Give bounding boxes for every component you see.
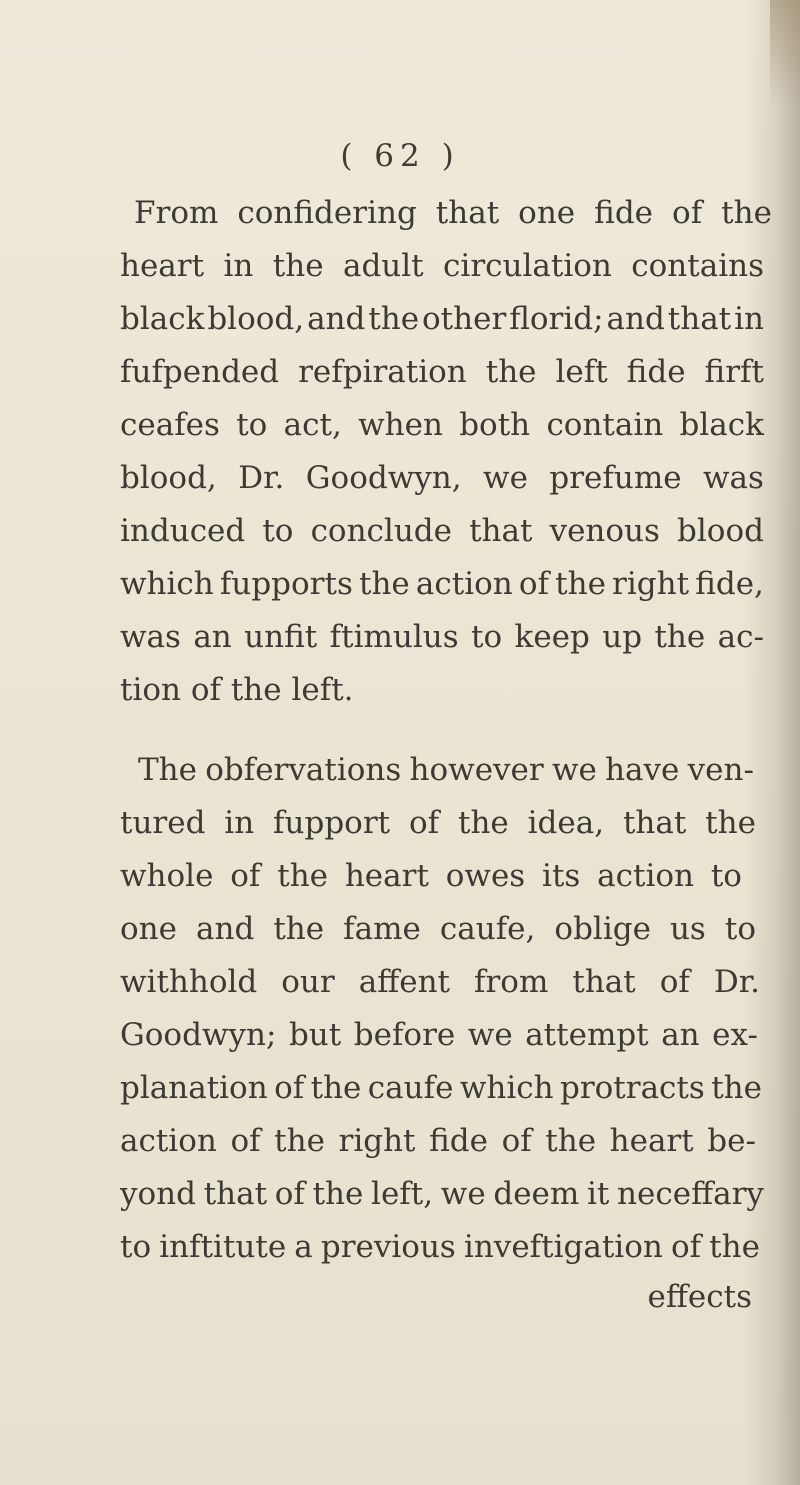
word: that bbox=[622, 805, 687, 841]
word: left, bbox=[371, 1176, 434, 1212]
word: of bbox=[408, 805, 440, 841]
word: The bbox=[138, 752, 197, 788]
word: one bbox=[120, 911, 177, 947]
word: neceffary bbox=[617, 1176, 764, 1212]
word: induced bbox=[120, 513, 246, 549]
word: fide, bbox=[695, 566, 764, 602]
word: to bbox=[471, 619, 503, 655]
word: the bbox=[272, 248, 324, 284]
text-line bbox=[0, 557, 800, 611]
word: action bbox=[597, 858, 694, 894]
word: we bbox=[483, 460, 528, 496]
word: have bbox=[605, 752, 680, 788]
word: action bbox=[120, 1123, 217, 1159]
text-line bbox=[0, 398, 800, 452]
text-line bbox=[0, 955, 800, 1009]
word: when bbox=[358, 407, 443, 443]
text-line bbox=[0, 292, 800, 346]
text-line bbox=[0, 345, 800, 399]
word: blood, bbox=[120, 460, 217, 496]
word: fide bbox=[429, 1123, 488, 1159]
catchword: effects bbox=[647, 1279, 752, 1315]
word: ftimulus bbox=[329, 619, 459, 655]
word: of bbox=[659, 964, 690, 1000]
word: blood, bbox=[207, 301, 305, 337]
word: which bbox=[120, 566, 214, 602]
text-line bbox=[0, 796, 800, 850]
word: previous bbox=[320, 1229, 456, 1265]
word: the bbox=[274, 1123, 325, 1159]
word: the bbox=[711, 1070, 762, 1106]
word: we bbox=[551, 752, 597, 788]
word: florid; bbox=[509, 301, 604, 337]
word: black bbox=[679, 407, 764, 443]
word: the bbox=[705, 805, 756, 841]
word: the bbox=[457, 805, 509, 841]
word: which bbox=[459, 1070, 554, 1106]
word: tured bbox=[120, 805, 206, 841]
word: heart bbox=[120, 248, 205, 284]
word: us bbox=[669, 911, 706, 947]
word: whole bbox=[120, 858, 214, 894]
text-line-last: tion of the left. bbox=[120, 672, 354, 708]
word: owes bbox=[445, 858, 526, 894]
word: the bbox=[485, 354, 537, 390]
word: our bbox=[281, 964, 335, 1000]
text-line bbox=[0, 1061, 800, 1115]
word: confidering bbox=[237, 195, 417, 231]
word: an bbox=[661, 1017, 700, 1053]
word: the bbox=[277, 858, 329, 894]
word: a bbox=[294, 1229, 313, 1265]
word: circulation bbox=[443, 248, 612, 284]
word: of bbox=[501, 1123, 532, 1159]
word: protracts bbox=[559, 1070, 705, 1106]
word: the bbox=[368, 301, 420, 337]
word: contains bbox=[631, 248, 764, 284]
word: it bbox=[586, 1176, 610, 1212]
word: from bbox=[474, 964, 549, 1000]
word: and bbox=[606, 301, 665, 337]
word: deem bbox=[493, 1176, 580, 1212]
word: fame bbox=[343, 911, 421, 947]
text-line bbox=[0, 1220, 800, 1274]
word: blood bbox=[677, 513, 764, 549]
word: Dr. bbox=[238, 460, 285, 496]
word: be- bbox=[707, 1123, 756, 1159]
word: caufe bbox=[367, 1070, 454, 1106]
word: that bbox=[469, 513, 533, 549]
word: heart bbox=[609, 1123, 694, 1159]
word: venous bbox=[549, 513, 660, 549]
word: the bbox=[312, 1176, 364, 1212]
word: the bbox=[545, 1123, 597, 1159]
word: however bbox=[409, 752, 544, 788]
word: keep bbox=[514, 619, 590, 655]
word: ex- bbox=[712, 1017, 758, 1053]
word: to bbox=[724, 911, 756, 947]
text-line bbox=[0, 849, 800, 903]
word: the bbox=[358, 566, 410, 602]
word: to bbox=[262, 513, 294, 549]
word: right bbox=[338, 1123, 416, 1159]
word: planation bbox=[120, 1070, 268, 1106]
word: prefume bbox=[549, 460, 682, 496]
word: caufe, bbox=[439, 911, 536, 947]
word: of bbox=[230, 858, 261, 894]
word: and bbox=[307, 301, 366, 337]
word: ac- bbox=[717, 619, 764, 655]
word: idea, bbox=[527, 805, 605, 841]
word: that bbox=[435, 195, 500, 231]
text-line bbox=[0, 1114, 800, 1168]
word: attempt bbox=[525, 1017, 649, 1053]
word: to bbox=[120, 1229, 152, 1265]
word: of bbox=[274, 1176, 305, 1212]
word: the bbox=[654, 619, 706, 655]
word: was bbox=[703, 460, 764, 496]
word: before bbox=[353, 1017, 456, 1053]
word: fufpended bbox=[120, 354, 280, 390]
page-number: ( 62 ) bbox=[340, 138, 460, 174]
word: in bbox=[734, 301, 764, 337]
word: other bbox=[422, 301, 507, 337]
word: we bbox=[440, 1176, 486, 1212]
word: fide bbox=[594, 195, 654, 231]
word: obfervations bbox=[205, 752, 402, 788]
word: but bbox=[288, 1017, 342, 1053]
word: black bbox=[120, 301, 205, 337]
text-line bbox=[0, 451, 800, 505]
word: of bbox=[230, 1123, 261, 1159]
word: firft bbox=[704, 354, 764, 390]
word: fide bbox=[626, 354, 686, 390]
word: the bbox=[721, 195, 772, 231]
text-line bbox=[0, 610, 800, 664]
word: was bbox=[120, 619, 181, 655]
word: Goodwyn; bbox=[120, 1017, 277, 1053]
word: of bbox=[518, 566, 550, 602]
word: both bbox=[459, 407, 531, 443]
word: adult bbox=[342, 248, 424, 284]
word: up bbox=[602, 619, 643, 655]
word: the bbox=[273, 911, 325, 947]
word: affent bbox=[358, 964, 450, 1000]
word: unfit bbox=[244, 619, 318, 655]
word: we bbox=[467, 1017, 513, 1053]
word: conclude bbox=[310, 513, 452, 549]
word: of bbox=[670, 1229, 702, 1265]
word: yond bbox=[120, 1176, 196, 1212]
word: an bbox=[193, 619, 232, 655]
word: that bbox=[667, 301, 732, 337]
word: right bbox=[612, 566, 690, 602]
word: and bbox=[196, 911, 255, 947]
word: Dr. bbox=[713, 964, 760, 1000]
word: fupports bbox=[219, 566, 353, 602]
word: act, bbox=[283, 407, 342, 443]
word: Goodwyn, bbox=[305, 460, 462, 496]
word: left bbox=[555, 354, 608, 390]
word: the bbox=[310, 1070, 362, 1106]
word: one bbox=[518, 195, 576, 231]
word: its bbox=[542, 858, 581, 894]
word: the bbox=[555, 566, 606, 602]
word: action bbox=[415, 566, 513, 602]
word: refpiration bbox=[298, 354, 467, 390]
word: in bbox=[223, 248, 254, 284]
word: the bbox=[709, 1229, 760, 1265]
word: that bbox=[572, 964, 636, 1000]
text-line bbox=[0, 1167, 800, 1221]
word: ceafes bbox=[120, 407, 220, 443]
text-line bbox=[0, 1008, 800, 1062]
page-edge-stain bbox=[770, 0, 800, 110]
text-line bbox=[0, 743, 800, 797]
text-line bbox=[0, 504, 800, 558]
word: From bbox=[134, 195, 219, 231]
text-line bbox=[0, 186, 800, 240]
word: to bbox=[236, 407, 268, 443]
word: inveftigation bbox=[463, 1229, 663, 1265]
word: oblige bbox=[554, 911, 651, 947]
word: inftitute bbox=[159, 1229, 287, 1265]
word: to bbox=[710, 858, 742, 894]
text-line bbox=[0, 239, 800, 293]
word: contain bbox=[546, 407, 664, 443]
word: in bbox=[224, 805, 255, 841]
word: fupport bbox=[273, 805, 391, 841]
word: withhold bbox=[120, 964, 258, 1000]
word: heart bbox=[344, 858, 429, 894]
text-line bbox=[0, 902, 800, 956]
word: of bbox=[274, 1070, 305, 1106]
word: ven- bbox=[687, 752, 754, 788]
word: of bbox=[672, 195, 703, 231]
word: that bbox=[203, 1176, 268, 1212]
